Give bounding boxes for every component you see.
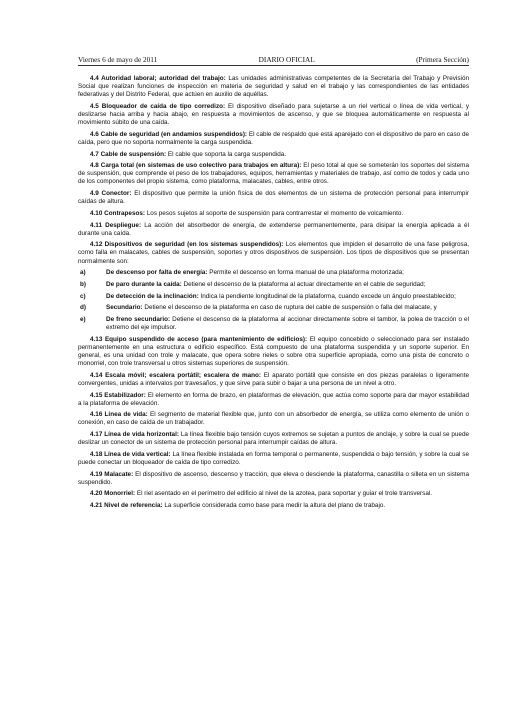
- definition-paragraph: 4.20 Monorriel: El riel asentado en el perímetro del edificio al nivel de la azotea, para soportar y guiar el trole transversal.: [90, 490, 433, 498]
- definitions-block-1: [78, 75, 469, 266]
- definition-paragraph: 4.18 Línea de vida vertical: La línea flexible instalada en forma temporal o permanente, suspendida o bajo tensión, y sobre la cual se puede conectar un bloqueador de caída de tipo corredizo.: [78, 450, 469, 466]
- definition-paragraph: 4.4 Autoridad laboral; autoridad del trabajo: Las unidades administrativas competentes de la Secretaría del Trabajo y Previsión Social que realizan funciones de inspección en materia de seguridad y salud en el trabajo y las correspondientes de las entidades federativas y del Distrito Federal, que actúen en auxilio de aquéllas.: [78, 75, 470, 99]
- header-section: (Primera Sección): [416, 55, 469, 64]
- definition-paragraph: 4.16 Línea de vida: El segmento de material flexible que, junto con un absorbedor de energía, se utiliza como elemento de unión o conexión, en caso de caída de un trabajador.: [78, 411, 469, 427]
- list-item: a) De descenso por falta de energía: Permite el descenso en forma manual de una plataforma motorizada;: [80, 269, 404, 277]
- definition-paragraph: 4.21 Nivel de referencia: La superficie considerada como base para medir la altura del plano de trabajo.: [90, 502, 386, 510]
- definition-paragraph: 4.8 Carga total (en sistemas de uso colectivo para trabajos en altura): El peso total al que se someterán los soportes del sistema de suspensión, que comprende el peso de los trabajadores, equipos, herramientas y materiales de trabajo, así como de todos y cada uno de los componentes del propio sistema, como plataforma, malacates, cables, entre otros.: [78, 162, 469, 186]
- definition-paragraph: 4.7 Cable de suspensión: El cable que soporta la carga suspendida.: [90, 150, 287, 158]
- list-item: b) De paro durante la caída: Detiene el descenso de la plataforma al actuar directamente en el cable de seguridad;: [80, 280, 426, 288]
- list-item: d) Secundario: Detiene el descenso de la plataforma en caso de ruptura del cable de suspensión o falla del malacate, y: [80, 304, 437, 312]
- definition-paragraph: 4.17 Línea de vida horizontal: La línea flexible bajo tensión cuyos extremos se sujetan a puntos de anclaje, y sobre la cual se puede deslizar un conector de un sistema de protección personal para interrumpir caídas de altura.: [78, 431, 470, 447]
- definition-paragraph: 4.15 Estabilizador: El elemento en forma de brazo, en plataformas de elevación, que actúa como soporte para dar mayor estabilidad a la plataforma de elevación.: [78, 391, 470, 407]
- list-item: c) De detección de la inclinación: Indica la pendiente longitudinal de la plataforma, cuando excede un ángulo preestablecido;: [80, 292, 456, 300]
- header-publication: DIARIO OFICIAL: [258, 55, 315, 64]
- page-header: [78, 55, 469, 66]
- definition-paragraph: 4.12 Dispositivos de seguridad (en los sistemas suspendidos): Los elementos que impiden el desarrollo de una fase peligrosa, como falla en malacates, cables de suspensión, soportes y otros dispositivos de suspensión. Los tipos de dispositivos que se presentan normalmente son:: [78, 241, 469, 265]
- definitions-block-2: [78, 336, 469, 510]
- definition-paragraph: 4.14 Escala móvil; escalera portátil; escalera de mano: El aparato portátil que consiste en dos piezas paralelas o ligeramente convergentes, unidas a intervalos por travesaños, y que sirve para subir o bajar a una persona de un nivel a otro.: [78, 371, 469, 387]
- definition-paragraph: 4.11 Despliegue: La acción del absorbedor de energía, de extenderse permanentemente, para disipar la energía aplicada a él durante una caída.: [78, 221, 469, 237]
- definition-paragraph: 4.13 Equipo suspendido de acceso (para mantenimiento de edificios): El equipo concebido o seleccionado para ser instalado permanentemente en una estructura o edificio específico. Está compuesto de una plataforma suspendida y un soporte superior. En general, es una unidad con trole y malacate, que opera sobre rieles o sobre otra superficie apropiada, como una pista de concreto o monorriel, con trole transversal u otros sistemas superiores de suspensión.: [78, 335, 469, 368]
- list-item: e) De freno secundario: Detiene el descenso de la plataforma al accionar directamente sobre el tambor, la polea de tracción o el extremo del eje impulsor.: [80, 315, 469, 332]
- definition-paragraph: 4.6 Cable de seguridad (en andamios suspendidos): El cable de respaldo que está aparejado con el dispositivo de paro en caso de caída, pero que no soporta normalmente la carga suspendida.: [78, 130, 469, 146]
- definition-paragraph: 4.10 Contrapesos: Los pesos sujetos al soporte de suspensión para contrarrestar el momento de volcamiento.: [90, 209, 404, 217]
- definition-paragraph: 4.19 Malacate: El dispositivo de ascenso, descenso y tracción, que eleva o desciende la plataforma, canastilla o silleta en un sistema suspendido.: [78, 470, 469, 486]
- safety-devices-list: [78, 269, 469, 332]
- definition-paragraph: 4.5 Bloqueador de caída de tipo corredizo: El dispositivo diseñado para sujetarse a un riel vertical o línea de vida vertical, y deslizarse hacia arriba y hacia abajo, en respuesta a movimientos de ascenso, y que se bloquea automáticamente en respuesta al movimiento súbito de una caída.: [78, 102, 469, 127]
- definition-paragraph: 4.9 Conector: El dispositivo que permite la unión física de dos elementos de un sistema de protección personal para interrumpir caídas de altura.: [78, 190, 469, 206]
- header-date: Viernes 6 de mayo de 2011: [78, 55, 158, 64]
